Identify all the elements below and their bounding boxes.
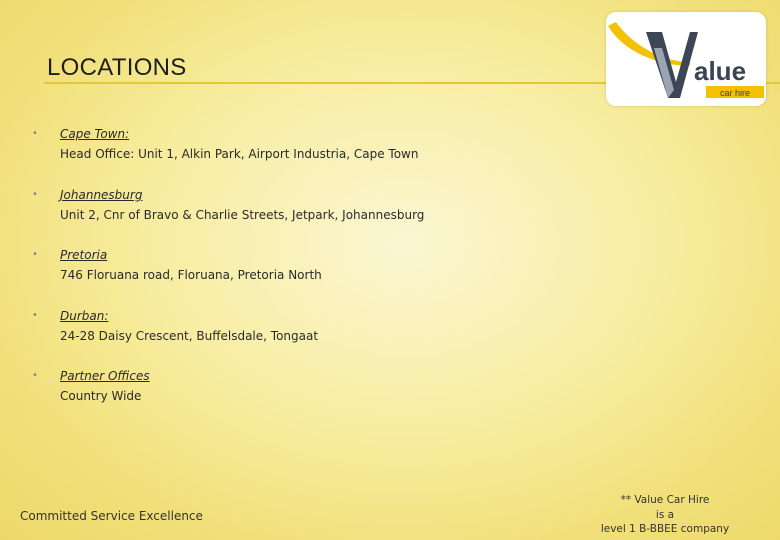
bullet-icon: • <box>32 310 38 321</box>
location-address: Head Office: Unit 1, Alkin Park, Airport Industria, Cape Town <box>60 147 419 161</box>
bullet-icon: • <box>32 128 38 139</box>
bbbee-note <box>590 493 740 537</box>
bbbee-line: is a <box>655 508 675 521</box>
location-address: Country Wide <box>60 389 142 403</box>
location-address: 746 Floruana road, Floruana, Pretoria North <box>60 268 322 282</box>
list-item <box>32 247 580 283</box>
page-title: LOCATIONS <box>47 54 187 81</box>
list-item <box>32 187 580 223</box>
location-city[interactable]: Johannesburg <box>60 188 143 202</box>
location-city[interactable]: Partner Offices <box>60 369 150 383</box>
location-city[interactable]: Durban: <box>60 309 109 323</box>
swoosh-shape <box>608 22 686 66</box>
bullet-icon: • <box>32 370 38 381</box>
list-item <box>32 126 580 162</box>
location-city[interactable]: Pretoria <box>60 248 108 262</box>
bullet-icon: • <box>32 249 38 260</box>
footer-tagline: Committed Service Excellence <box>20 509 203 523</box>
logo-tagline: car hire <box>719 88 751 98</box>
location-city[interactable]: Cape Town: <box>60 127 130 141</box>
bullet-icon: • <box>32 189 38 200</box>
bbbee-line: ** Value Car Hire <box>620 494 710 506</box>
location-address: 24-28 Daisy Crescent, Buffelsdale, Tongaat <box>60 329 319 343</box>
value-car-hire-logo <box>606 12 766 106</box>
logo-graphic <box>606 12 766 106</box>
logo-wordmark: alue <box>694 56 747 86</box>
location-address: Unit 2, Cnr of Bravo & Charlie Streets, Jetpark, Johannesburg <box>60 208 425 222</box>
list-item <box>32 308 580 344</box>
list-item <box>32 368 580 404</box>
bbbee-line: level 1 B-BBEE company <box>600 523 730 535</box>
